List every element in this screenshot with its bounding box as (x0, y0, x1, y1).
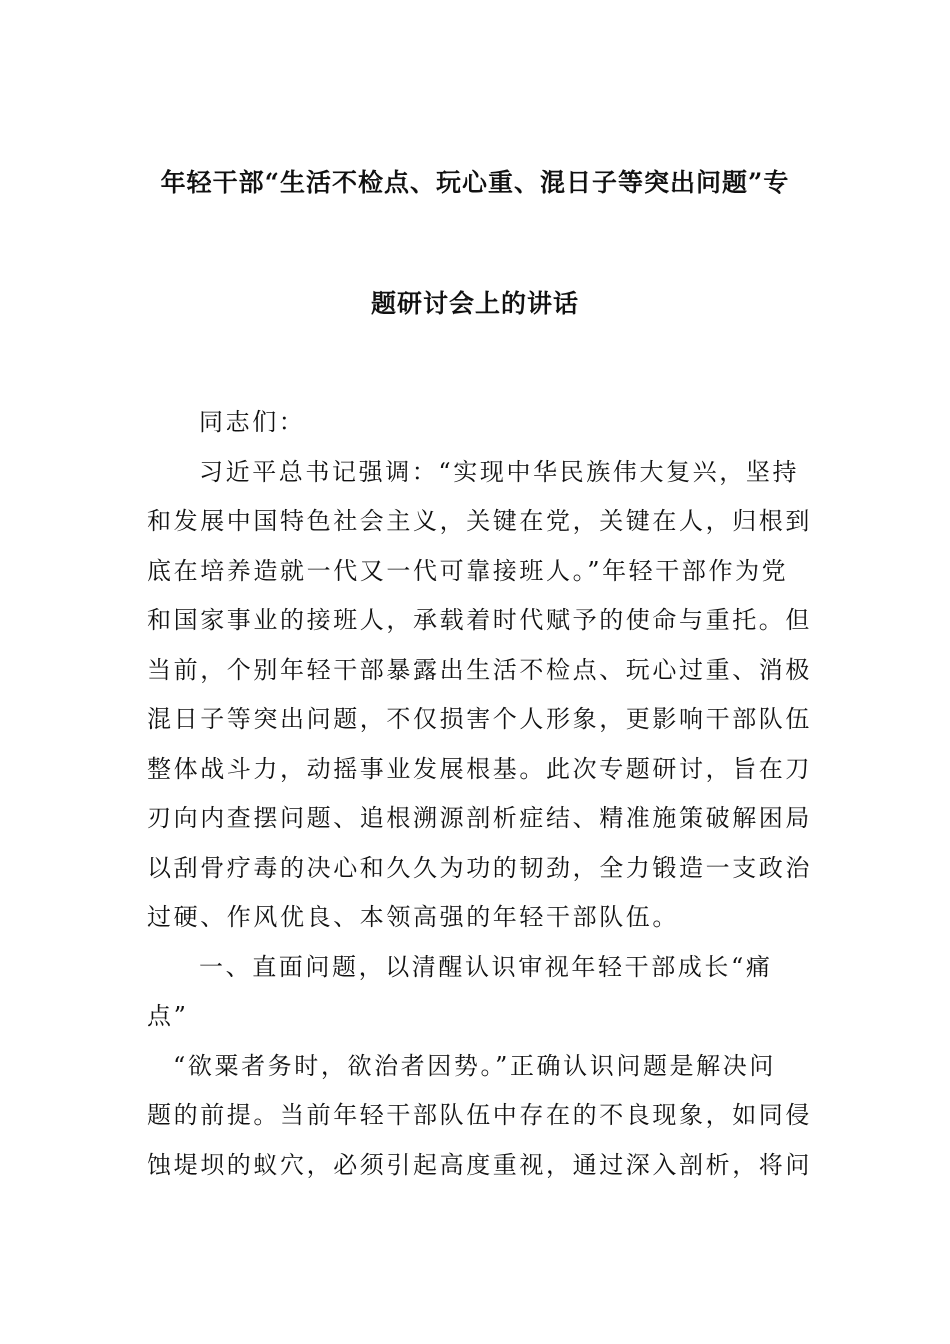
paragraph-line: 和发展中国特色社会主义，关键在党，关键在人，归根到 (147, 507, 812, 535)
section-heading-line: 一、直面问题，以清醒认识审视年轻干部成长“痛 (199, 952, 773, 981)
paragraph-line: 和国家事业的接班人，承载着时代赋予的使命与重托。但 (147, 606, 812, 634)
document-title-line-1: 年轻干部“生活不检点、玩心重、混日子等突出问题”专 (160, 168, 790, 197)
paragraph-line: 当前，个别年轻干部暴露出生活不检点、玩心过重、消极 (147, 655, 812, 684)
paragraph-line: 以刮骨疗毒的决心和久久为功的韧劲，全力锻造一支政治 (147, 853, 812, 882)
paragraph-line: 蚀堤坝的蚁穴，必须引起高度重视，通过深入剖析，将问 (147, 1150, 812, 1179)
paragraph-section-1 (147, 1042, 812, 1191)
paragraph-line: 混日子等突出问题，不仅损害个人形象，更影响干部队伍 (147, 705, 812, 733)
paragraph-line: 过硬、作风优良、本领高强的年轻干部队伍。 (147, 903, 679, 931)
section-heading-1 (147, 943, 807, 1042)
paragraph-line: 整体战斗力，动摇事业发展根基。此次专题研讨，旨在刀 (147, 754, 812, 783)
paragraph-line: 底在培养造就一代又一代可靠接班人。”年轻干部作为党 (147, 556, 789, 585)
paragraph-line: “欲粟者务时，欲治者因势。”正确认识问题是解决问 (173, 1051, 776, 1080)
salutation (147, 398, 807, 448)
salutation-text: 同志们： (199, 408, 306, 436)
paragraph-intro (147, 448, 812, 943)
document-title-line-2: 题研讨会上的讲话 (370, 289, 579, 318)
paragraph-line: 习近平总书记强调：“实现中华民族伟大复兴，坚持 (199, 457, 800, 486)
paragraph-line: 题的前提。当前年轻干部队伍中存在的不良现象，如同侵 (147, 1101, 812, 1129)
paragraph-line: 刃向内查摆问题、追根溯源剖析症结、精准施策破解困局 (147, 804, 812, 832)
document-body (147, 398, 812, 1190)
section-heading-line: 点” (147, 1002, 189, 1030)
